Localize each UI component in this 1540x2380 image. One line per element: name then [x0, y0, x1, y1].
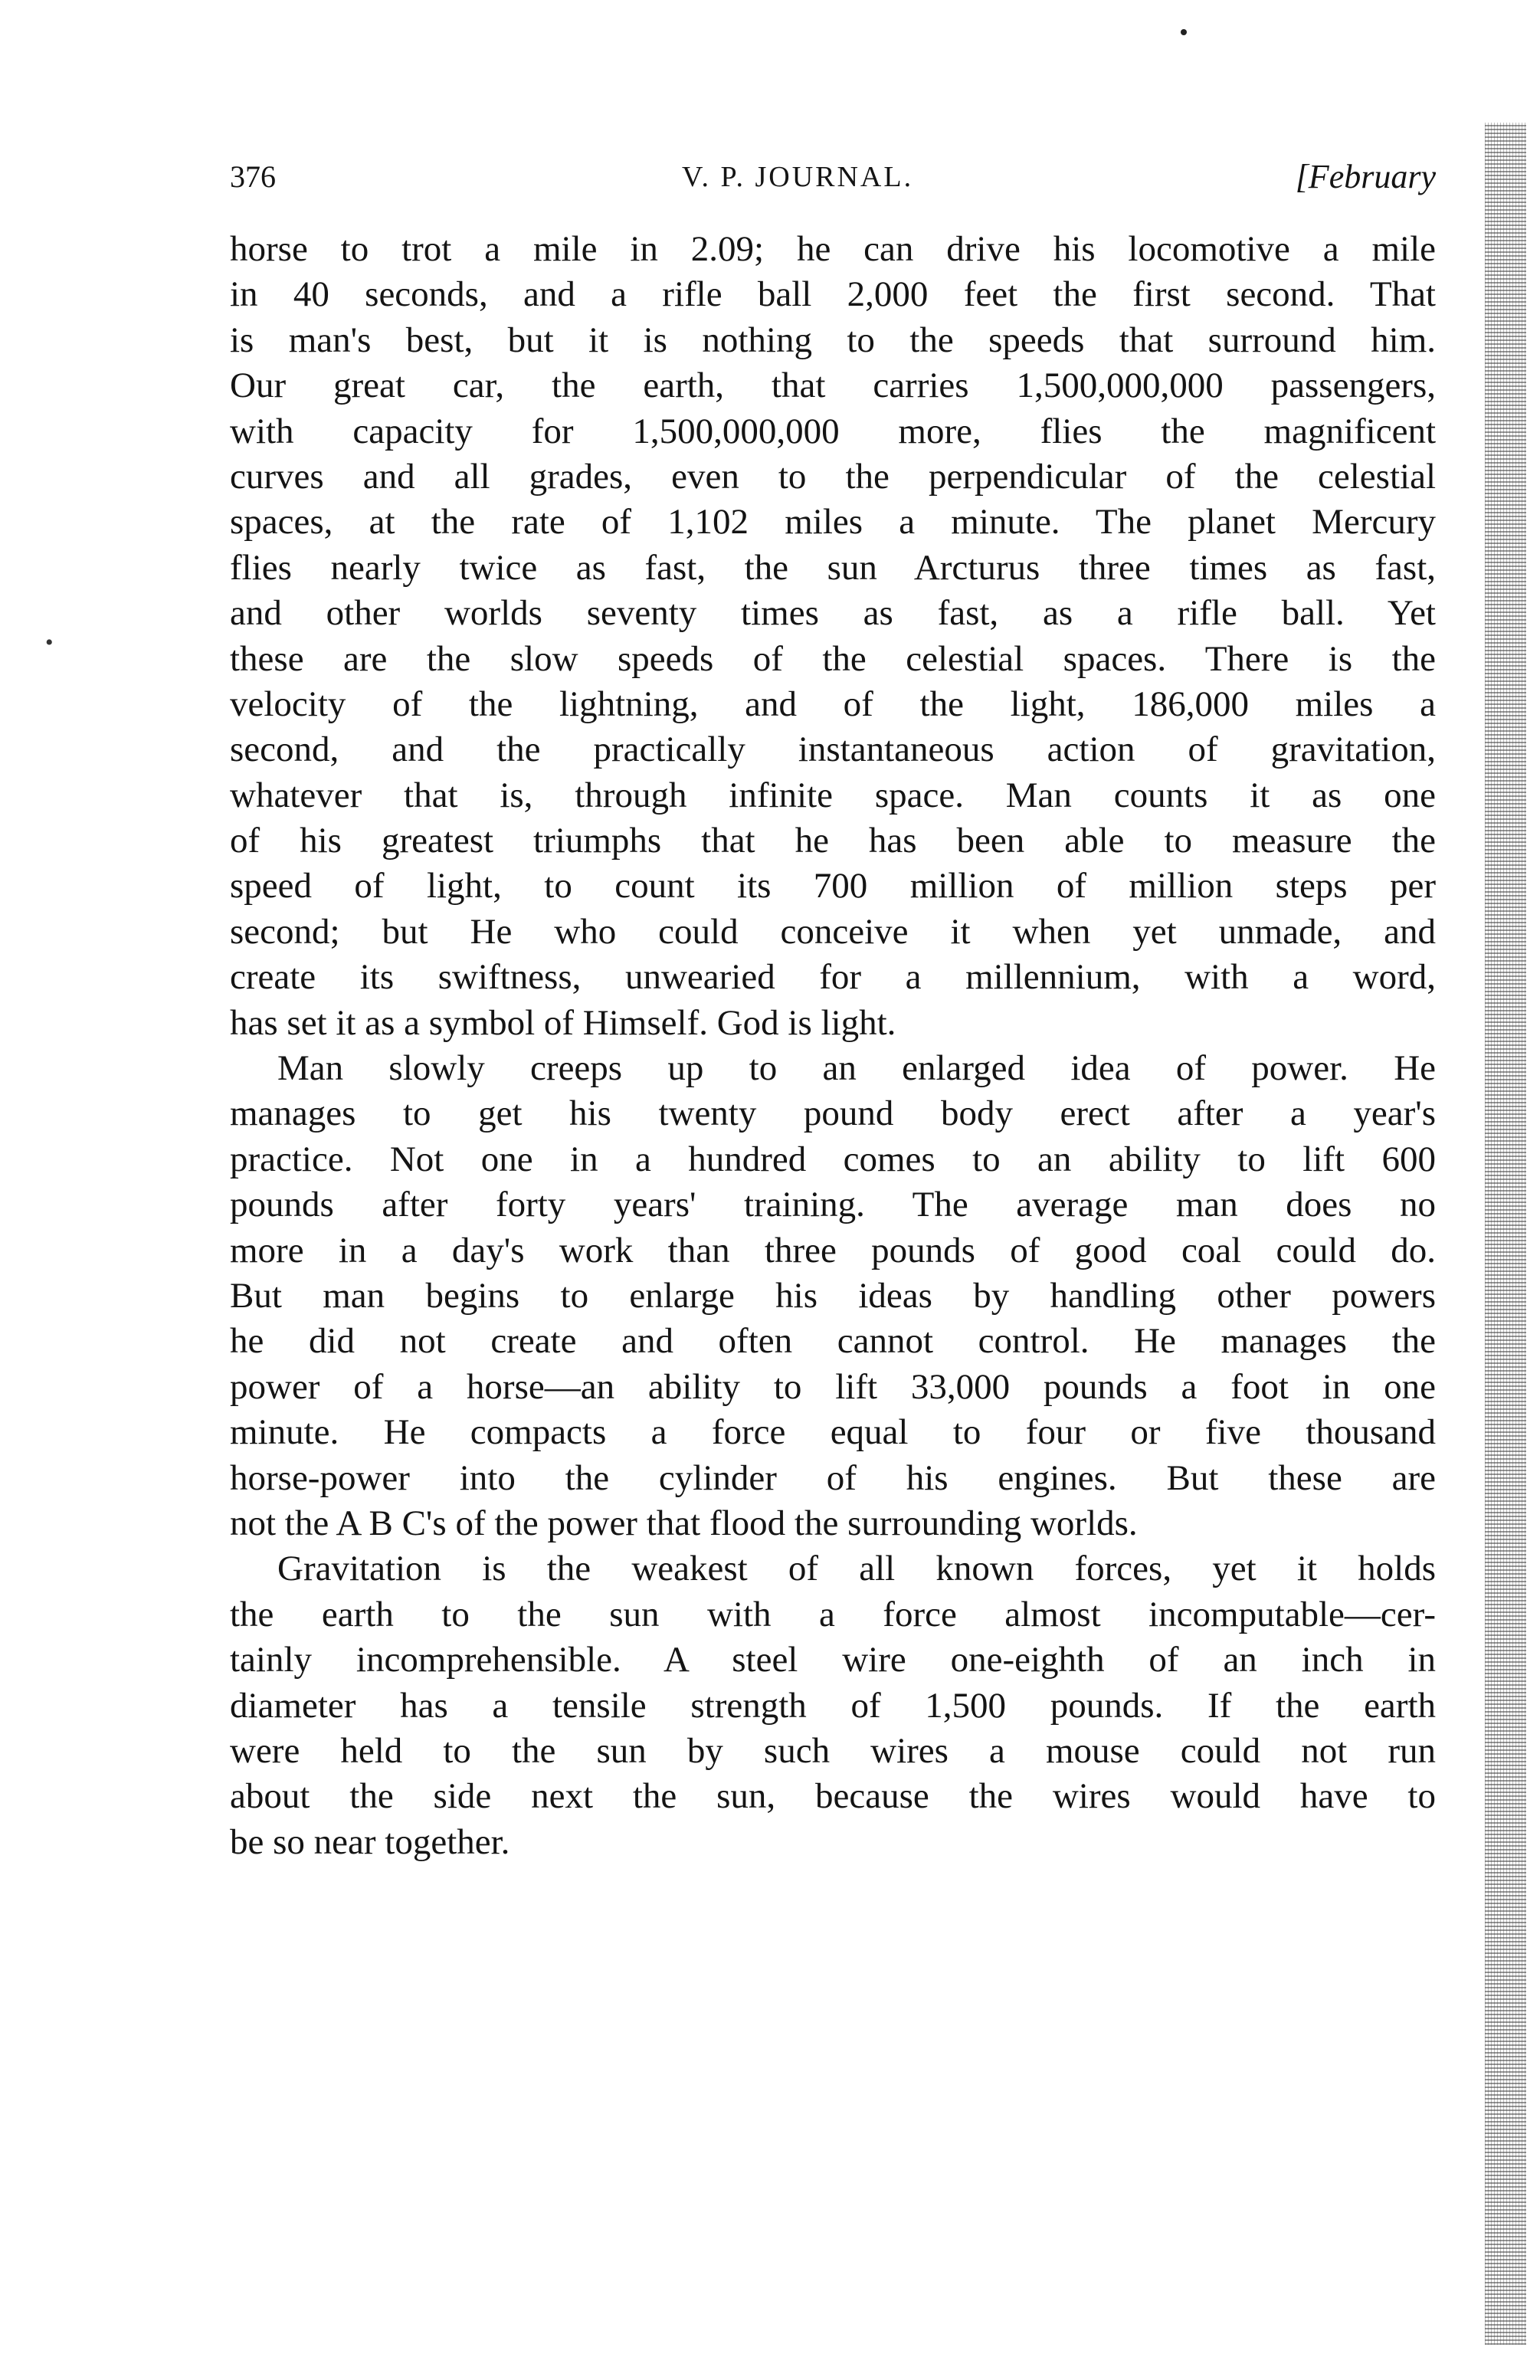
paragraph-1 — [230, 227, 1436, 1046]
text-line: But man begins to enlarge his ideas by handling other powers — [230, 1275, 1436, 1316]
body-text — [230, 227, 1436, 1865]
text-line: were held to the sun by such wires a mouse could not run — [230, 1730, 1436, 1771]
text-line: and other worlds seventy times as fast, as a rifle ball. Yet — [230, 593, 1436, 634]
text-line: about the side next the sun, because the wires would have to — [230, 1776, 1436, 1817]
text-line: whatever that is, through infinite space. Man counts it as one — [230, 775, 1436, 815]
text-line: horse-power into the cylinder of his engines. But these are — [230, 1457, 1436, 1498]
text-line: create its swiftness, unwearied for a millennium, with a word, — [230, 957, 1436, 998]
text-line: the earth to the sun with a force almost incomputable—cer- — [230, 1594, 1436, 1634]
text-line: practice. Not one in a hundred comes to an ability to lift 600 — [230, 1139, 1436, 1179]
text-line: curves and all grades, even to the perpendicular of the celestial — [230, 456, 1436, 497]
text-line: velocity of the lightning, and of the light, 186,000 miles a — [230, 684, 1436, 724]
text-line: Man slowly creeps up to an enlarged idea of power. He — [277, 1048, 1436, 1089]
text-line: not the A B C's of the power that flood the surrounding worlds. — [230, 1503, 1138, 1543]
text-line: manages to get his twenty pound body erect after a year's — [230, 1093, 1436, 1134]
text-line: spaces, at the rate of 1,102 miles a minute. The planet Mercury — [230, 502, 1436, 543]
margin-mark: • — [45, 630, 54, 655]
text-line: of his greatest triumphs that he has been able to measure the — [230, 821, 1436, 861]
text-line: is man's best, but it is nothing to the speeds that surround him. — [230, 320, 1436, 360]
text-line: Gravitation is the weakest of all known forces, yet it holds — [277, 1549, 1436, 1589]
text-line: speed of light, to count its 700 million of million steps per — [230, 866, 1436, 906]
text-line: minute. He compacts a force equal to four or five thousand — [230, 1412, 1436, 1453]
running-header — [230, 150, 1436, 204]
paragraph-2 — [230, 1046, 1436, 1546]
text-line: horse to trot a mile in 2.09; he can drive his locomotive a mile — [230, 229, 1436, 269]
text-line: pounds after forty years' training. The average man does no — [230, 1185, 1436, 1225]
text-line: with capacity for 1,500,000,000 more, flies the magnificent — [230, 411, 1436, 451]
month-label: [February — [1295, 158, 1436, 195]
page-number: 376 — [230, 159, 276, 194]
text-line: tainly incomprehensible. A steel wire one-eighth of an inch in — [230, 1640, 1436, 1680]
text-line: be so near together. — [230, 1821, 510, 1862]
scan-edge-strip — [1485, 123, 1526, 2345]
text-line: he did not create and often cannot control. He manages the — [230, 1321, 1436, 1362]
text-line: has set it as a symbol of Himself. God is light. — [230, 1002, 896, 1043]
paragraph-3 — [230, 1546, 1436, 1865]
ink-speck — [1181, 29, 1187, 35]
text-line: diameter has a tensile strength of 1,500 pounds. If the earth — [230, 1685, 1436, 1726]
text-line: more in a day's work than three pounds of good coal could do. — [230, 1230, 1436, 1270]
text-line: second; but He who could conceive it when yet unmade, and — [230, 911, 1436, 952]
text-line: power of a horse—an ability to lift 33,000 pounds a foot in one — [230, 1366, 1436, 1407]
text-line: Our great car, the earth, that carries 1,500,000,000 passengers, — [230, 366, 1436, 406]
text-line: flies nearly twice as fast, the sun Arcturus three times as fast, — [230, 547, 1436, 588]
text-line: in 40 seconds, and a rifle ball 2,000 feet the first second. That — [230, 274, 1436, 315]
text-line: these are the slow speeds of the celestial spaces. There is the — [230, 638, 1436, 679]
running-title: V. P. JOURNAL. — [682, 161, 914, 193]
text-line: second, and the practically instantaneous action of gravitation, — [230, 729, 1436, 770]
